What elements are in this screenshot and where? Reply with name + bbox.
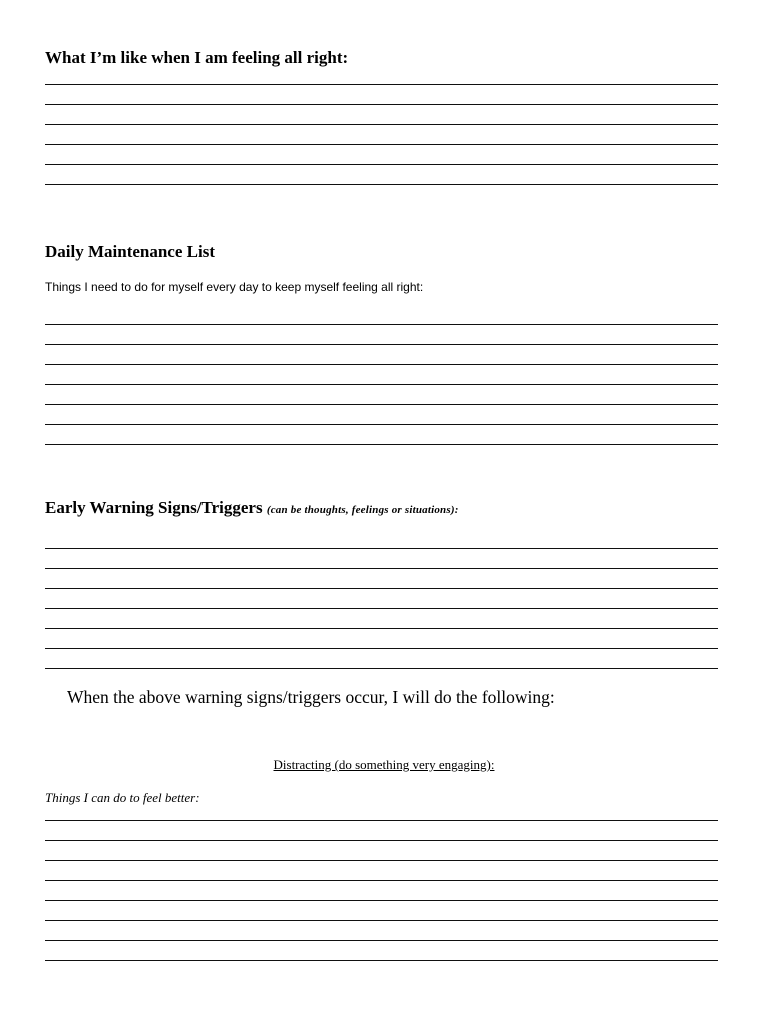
- writing-line[interactable]: [45, 164, 718, 165]
- writing-line[interactable]: [45, 588, 718, 589]
- writing-line[interactable]: [45, 668, 718, 669]
- writing-line[interactable]: [45, 324, 718, 325]
- writing-line[interactable]: [45, 144, 718, 145]
- writing-line[interactable]: [45, 880, 718, 881]
- writing-line[interactable]: [45, 860, 718, 861]
- writing-line[interactable]: [45, 628, 718, 629]
- writing-line[interactable]: [45, 940, 718, 941]
- warning-signs-title: Early Warning Signs/Triggers: [45, 498, 263, 517]
- writing-line[interactable]: [45, 900, 718, 901]
- writing-line[interactable]: [45, 820, 718, 821]
- warning-signs-heading: [45, 498, 459, 518]
- writing-line[interactable]: [45, 124, 718, 125]
- feel-better-label: Things I can do to feel better:: [45, 790, 200, 805]
- writing-line[interactable]: [45, 344, 718, 345]
- writing-line[interactable]: [45, 648, 718, 649]
- writing-line[interactable]: [45, 920, 718, 921]
- writing-line[interactable]: [45, 184, 718, 185]
- action-statement: When the above warning signs/triggers occur, I will do the following:: [67, 687, 555, 707]
- writing-line[interactable]: [45, 960, 718, 961]
- writing-line[interactable]: [45, 384, 718, 385]
- writing-line[interactable]: [45, 424, 718, 425]
- daily-maintenance-heading: Daily Maintenance List: [45, 242, 215, 261]
- writing-line[interactable]: [45, 104, 718, 105]
- writing-line[interactable]: [45, 840, 718, 841]
- daily-maintenance-writing-lines[interactable]: [45, 324, 718, 445]
- daily-maintenance-instruction: Things I need to do for myself every day to keep myself feeling all right:: [45, 280, 424, 294]
- writing-line[interactable]: [45, 568, 718, 569]
- feel-better-writing-lines[interactable]: [45, 820, 718, 961]
- feeling-all-right-heading: What I’m like when I am feeling all right:: [45, 48, 349, 67]
- warning-signs-note: (can be thoughts, feelings or situations):: [266, 504, 459, 516]
- writing-line[interactable]: [45, 84, 718, 85]
- writing-line[interactable]: [45, 364, 718, 365]
- writing-line[interactable]: [45, 548, 718, 549]
- warning-signs-writing-lines[interactable]: [45, 548, 718, 669]
- writing-line[interactable]: [45, 404, 718, 405]
- writing-line[interactable]: [45, 444, 718, 445]
- feeling-all-right-writing-lines[interactable]: [45, 84, 718, 185]
- writing-line[interactable]: [45, 608, 718, 609]
- distracting-heading: Distracting (do something very engaging):: [273, 757, 495, 772]
